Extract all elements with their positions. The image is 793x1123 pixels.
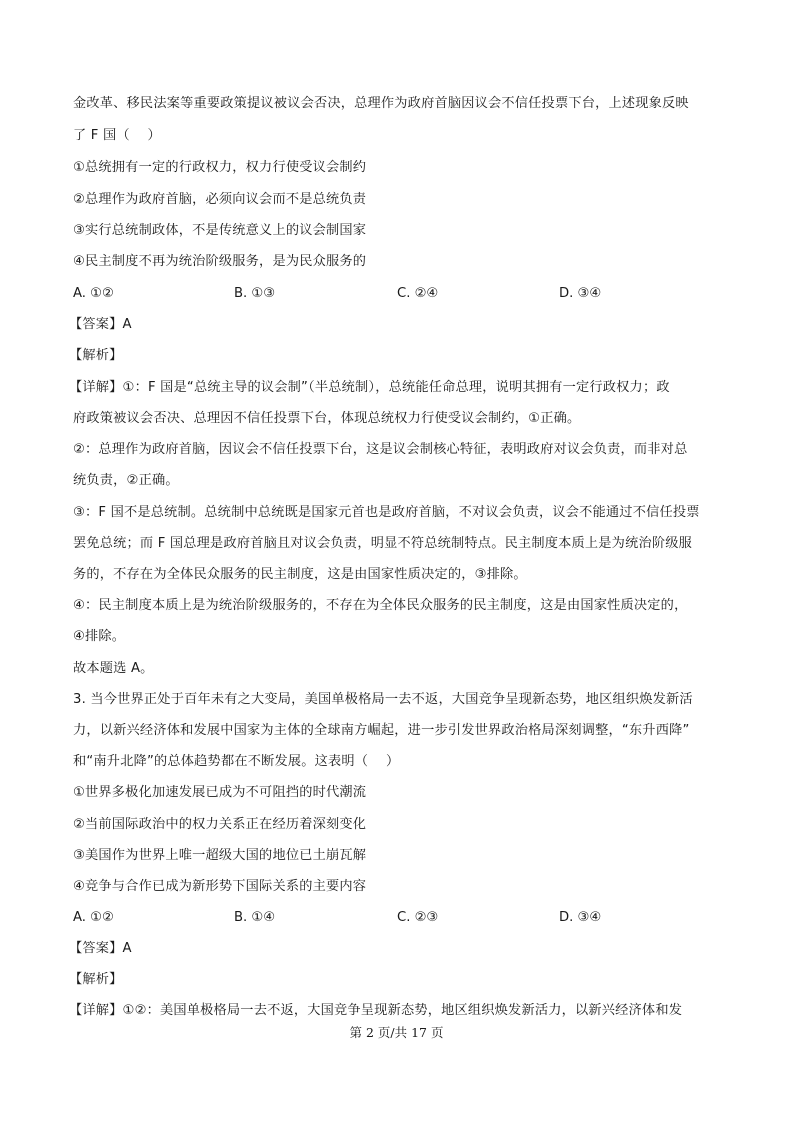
q2-detail-line-5: ③：F 国不是总统制。总统制中总统既是国家元首也是政府首脑，不对议会负责，议会不能通过不信任投票 bbox=[73, 505, 700, 520]
q3-stem-line-2: 力，以新兴经济体和发展中国家为主体的全球南方崛起，进一步引发世界政治格局深刻调整，“东升西降” bbox=[73, 723, 690, 738]
q3-option-a: A. ①② bbox=[73, 910, 114, 925]
page-footer: 第 2 页/共 17 页 bbox=[349, 1025, 444, 1040]
q2-statement-4: ④民主制度不再为统治阶级服务，是为民众服务的 bbox=[73, 254, 367, 269]
q2-option-b: B. ①③ bbox=[234, 286, 276, 301]
q3-detail-line-1: 【详解】①②：美国单极格局一去不返，大国竞争呈现新态势，地区组织焕发新活力，以新兴经济体和发 bbox=[69, 1003, 683, 1018]
q2-analysis-label: 【解析】 bbox=[69, 348, 123, 363]
q3-statement-3: ③美国作为世界上唯一超级大国的地位已土崩瓦解 bbox=[73, 848, 367, 863]
q2-statement-2: ②总理作为政府首脑，必须向议会而不是总统负责 bbox=[73, 192, 367, 207]
q2-detail-line-4: 统负责，②正确。 bbox=[73, 473, 179, 488]
q2-conclusion: 故本题选 A。 bbox=[73, 661, 154, 676]
q2-detail-line-2: 府政策被议会否决、总理因不信任投票下台，体现总统权力行使受议会制约，①正确。 bbox=[73, 411, 581, 426]
q2-statement-3: ③实行总统制政体，不是传统意义上的议会制国家 bbox=[73, 223, 367, 238]
q2-statement-1: ①总统拥有一定的行政权力，权力行使受议会制约 bbox=[73, 160, 367, 175]
q3-stem-line-1: 3. 当今世界正处于百年未有之大变局，美国单极格局一去不返，大国竞争呈现新态势，地区组织焕发新活 bbox=[73, 692, 693, 707]
q2-option-a: A. ①② bbox=[73, 286, 114, 301]
q3-option-b: B. ①④ bbox=[234, 910, 276, 925]
q3-stem-line-3: 和“南升北降”的总体趋势都在不断发展。这表明（ ） bbox=[73, 754, 400, 769]
q2-stem-line-1: 金改革、移民法案等重要政策提议被议会否决，总理作为政府首脑因议会不信任投票下台，上述现象反映 bbox=[73, 96, 689, 111]
q2-option-c: C. ②④ bbox=[397, 286, 439, 301]
q3-statement-4: ④竞争与合作已成为新形势下国际关系的主要内容 bbox=[73, 879, 367, 894]
q2-stem-line-2: 了 F 国（ ） bbox=[73, 128, 161, 143]
q2-answer: 【答案】A bbox=[69, 317, 132, 332]
q3-option-d: D. ③④ bbox=[559, 910, 602, 925]
q3-statement-1: ①世界多极化加速发展已成为不可阻挡的时代潮流 bbox=[73, 785, 367, 800]
q3-statement-2: ②当前国际政治中的权力关系正在经历着深刻变化 bbox=[73, 817, 367, 832]
q2-detail-line-9: ④排除。 bbox=[73, 629, 126, 644]
q2-detail-line-8: ④：民主制度本质上是为统治阶级服务的，不存在为全体民众服务的民主制度，这是由国家性质决定的， bbox=[73, 598, 688, 613]
q3-option-c: C. ②③ bbox=[397, 910, 439, 925]
q3-analysis-label: 【解析】 bbox=[69, 972, 123, 987]
q2-option-d: D. ③④ bbox=[559, 286, 602, 301]
q3-answer: 【答案】A bbox=[69, 941, 132, 956]
q2-detail-line-7: 务的，不存在为全体民众服务的民主制度，这是由国家性质决定的，③排除。 bbox=[73, 567, 527, 582]
q2-detail-line-6: 罢免总统；而 F 国总理是政府首脑且对议会负责，明显不符总统制特点。民主制度本质上是为统治阶级服 bbox=[73, 536, 693, 551]
q2-detail-line-1: 【详解】①：F 国是“总统主导的议会制”（半总统制），总统能任命总理，说明其拥有一定行政权力；政 bbox=[69, 380, 670, 395]
q2-detail-line-3: ②：总理作为政府首脑，因议会不信任投票下台，这是议会制核心特征，表明政府对议会负责，而非对总 bbox=[73, 442, 688, 457]
